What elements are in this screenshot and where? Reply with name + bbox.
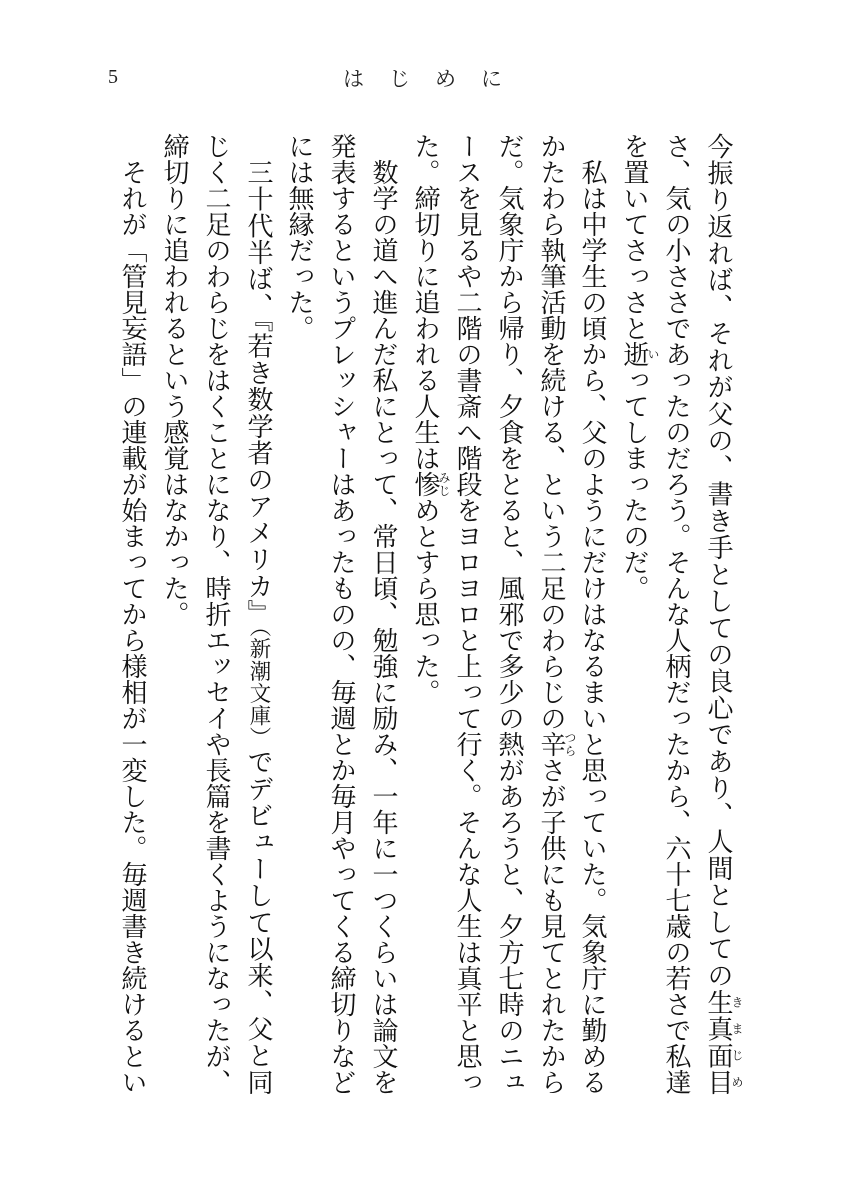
line-text: 私は中学生の頃から、父のようにだけはなるまいと思っていた。気象庁に勤める [577, 159, 607, 1095]
ruby-text: つら [563, 731, 577, 757]
line-text: でデビューして以来、父と同 [243, 748, 273, 1095]
ruby-text: きまじめ [730, 988, 744, 1095]
line-text: だ。気象庁から帰り、夕食をとると、風邪で多少の熱があろうと、夕方七時のニュ [494, 133, 524, 1095]
line-text: には無縁だった。 [284, 133, 314, 341]
publisher-note: （新潮文庫） [246, 626, 271, 749]
ruby-base: 惨 [410, 471, 440, 497]
line-text: ってしまったのだ。 [619, 367, 649, 601]
line-text: た。締切りに追われる人生は [410, 133, 440, 471]
text-line-15 [106, 133, 158, 1095]
line-text: 締切りに追われるという感覚はなかった。 [159, 133, 189, 627]
line-text: ースを見るや二階の書斎へ階段をヨロヨロと上って行く。そんな人生は真平と思っ [452, 133, 482, 1095]
ruby-base: 逝 [619, 341, 649, 367]
line-text: 発表するというプレッシャーはあったものの、毎週とか毎月やってくる締切りなど [326, 133, 356, 1095]
ruby-base: 辛 [536, 731, 566, 757]
line-text: 今振り返れば、それが父の、書き手としての良心であり、人間としての [703, 133, 733, 989]
ruby-annotation [703, 988, 744, 1096]
ruby-annotation [619, 341, 660, 367]
line-text: めとすら思った。 [410, 497, 440, 705]
ruby-annotation [536, 731, 577, 757]
running-head: はじめに [343, 67, 527, 91]
line-text: 三十代半ば、『若き数学者のアメリカ』 [243, 159, 273, 627]
line-text: を置いてさっさと [619, 133, 649, 341]
page-number: 5 [108, 66, 118, 88]
ruby-base: 生真面目 [703, 988, 733, 1096]
line-text: じく二足のわらじをはくことになり、時折エッセイや長篇を書くようになったが、 [201, 133, 231, 1095]
ruby-text: みじ [437, 471, 451, 497]
ruby-annotation [410, 471, 451, 497]
line-text: かたわら執筆活動を続ける、という二足のわらじの [536, 133, 566, 731]
line-text: さ、気の小ささであったのだろう。そんな人柄だったから、六十七歳の若さで私達 [661, 133, 691, 1095]
ruby-text: い [646, 341, 660, 367]
line-text: さが子供にも見てとれたから [536, 757, 566, 1095]
line-text: 数学の道へ進んだ私にとって、常日頃、勉強に励み、一年に一つくらいは論文を [368, 159, 398, 1095]
line-text: それが「管見妄語」の連載が始まってから様相が一変した。毎週書き続けるとい [117, 159, 147, 1095]
